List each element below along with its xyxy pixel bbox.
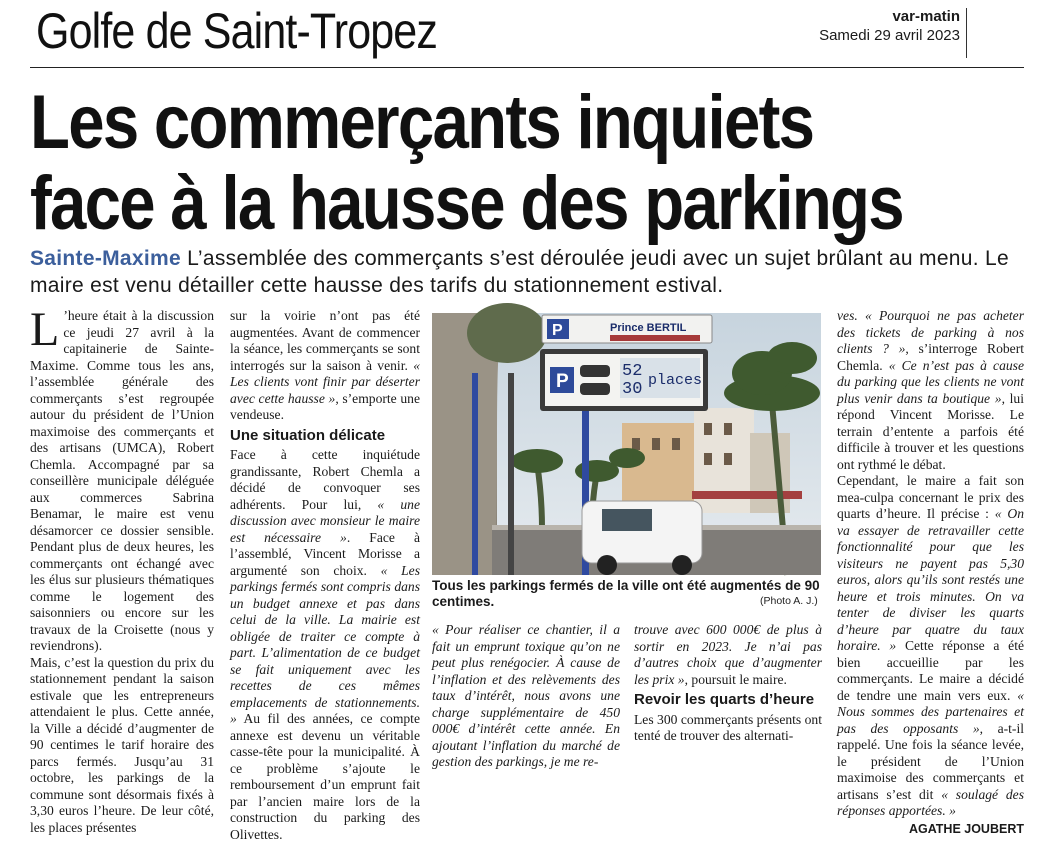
sign-top-text: Prince BERTIL: [610, 322, 687, 334]
column-4: [634, 622, 822, 754]
paragraph-text: , a-t-il rappelé. Une fois la séance levée, le président de l’Union maximoise des commerçants et artisans s’est dit: [837, 720, 1024, 802]
quote: trouve avec 600 000€ de plus à sortir en 2023. Je n’ai pas d’autres choix que d’augmenter les prix »: [634, 622, 822, 687]
sign-places: places: [648, 372, 703, 389]
kicker: Sainte-Maxime: [30, 247, 181, 270]
column-1: [30, 303, 214, 835]
sign-p-letter-2: P: [556, 371, 569, 392]
sign-p-letter: P: [552, 322, 563, 339]
column-right: [837, 308, 1025, 836]
section-title: Golfe de Saint-Tropez: [36, 3, 438, 59]
lede: [30, 245, 1020, 299]
paragraph-text: Au fil des années, ce compte annexe est devenu un véritable casse-tête pour la municipalité. À ce problème s’ajoute le remboursement d’un emprunt fait par l’ancien maire lors de la construction du parking des Olivettes.: [230, 711, 420, 842]
headline-line-1: Les commerçants inquiets: [30, 80, 814, 165]
headline: [30, 82, 903, 244]
paragraph-text: , s’emporte une vendeuse.: [230, 390, 420, 422]
header-divider: [966, 8, 967, 58]
sign-count-cars: 52: [622, 362, 643, 381]
paragraph-text: Face à cette inquiétude grandissante, Robert Chemla a décidé de convoquer ses adhérents. Pour lui,: [230, 447, 420, 512]
photo-credit: (Photo A. J.): [760, 595, 818, 607]
publication-info: [819, 8, 960, 44]
paragraph-text: , lui répond Vincent Morisse. Le terrain d’entente a parfois été difficile à trouver et les questions ont rythmé le débat.: [837, 390, 1024, 472]
paragraph: [634, 622, 822, 688]
quote: « Pour réaliser ce chantier, il a fait un emprunt toxique qu’on ne peut plus renégocier. À cause de l’inflation et des relèvements des taux d’intérêt, nous avons une charge supplémentaire de 450 000€ d’intérêt cette année. En ajoutant l’inflation du marché de gestion des parkings, je me re-: [432, 622, 620, 769]
headline-line-2: face à la hausse des parkings: [30, 161, 903, 246]
quote: « Les parkings fermés sont compris dans un budget annexe et pas dans celui de la ville. La mairie est obligée de traiter ce compte à part. L’alimentation de ce budget se fait uniquement avec les recettes de ces mêmes emplacements de stationnements. »: [230, 562, 420, 726]
article-photo: [432, 313, 821, 575]
paragraph: Mais, c’est la question du prix du stationnement pendant la saison estivale que les entrepreneurs attendaient le plus. Cette année, la Ville a décidé d’augmenter de 90 centimes le tarif horaire des parcs fermés. Jusqu’au 31 octobre, les parkings de la commune sont désormais fixés à 3,30 euros l’heure. De leur côté, les places présentes: [30, 654, 214, 835]
publication-name: var-matin: [892, 8, 960, 25]
quote: « Nous sommes des partenaires et pas des opposants »: [837, 687, 1024, 736]
paragraph: [837, 473, 1024, 820]
paragraph: [230, 447, 420, 843]
quote: ves. « Pourquoi ne pas acheter des tickets de parking à nos clients ? »: [837, 308, 1024, 356]
paragraph: [230, 308, 420, 424]
paragraph: [837, 308, 1024, 473]
paragraph-text: Cependant, le maire a fait son mea-culpa concernant le prix des quarts d’heure. Il précise :: [837, 473, 1024, 521]
subhead: Revoir les quarts d’heure: [634, 691, 815, 708]
paragraph-text: . Face à l’assemblé, Vincent Morisse a argumenté son choix.: [230, 529, 420, 578]
dropcap: L: [30, 303, 60, 356]
quote: « On va essayer de retravailler cette fonctionnalité pour que les visiteurs ne payent pas 5,30 euros, alors qu’ils sont restés une heure et trois minutes. On va tenter de diviser les quarts d’heure par quatre du taux horaire. »: [837, 506, 1024, 653]
byline: AGATHE JOUBERT: [908, 821, 1024, 836]
paragraph-text: , poursuit le maire.: [684, 671, 787, 687]
quote: « Ce n’est pas à cause du parking que les clients ne vont plus venir dans ta boutique »: [837, 357, 1024, 406]
publication-date: Samedi 29 avril 2023: [819, 27, 960, 44]
paragraph-text: ’heure était à la discussion ce jeudi 27 avril à la capitainerie de Sainte-Maxime. Comme tous les ans, l’assemblée générale des commerçants s’est regroupée autour du président de l’Union maximoise des commerçants et des artisans (UMCA), Robert Chemla. Accompagné par sa conseillère municipale déléguée aux commerces Sabrina Benamar, le maire est venu désamorcer ce dossier sensible. Pendant plus de deux heures, les commerçants ont échangé avec les élus sur plusieurs thématiques comme le logement des saisonniers ou encore sur les travaux de la Croisette (nous y reviendrons).: [30, 308, 214, 653]
column-2: [230, 308, 420, 842]
lede-text: L’assemblée des commerçants s’est déroulée jeudi avec un sujet brûlant au menu. Le maire est venu détailler cette hausse des tarifs du stationnement estival.: [30, 247, 1009, 297]
column-3: [432, 622, 620, 769]
quote: « soulagé des réponses apportées. »: [837, 786, 1024, 818]
subhead: Une situation délicate: [230, 426, 386, 444]
paragraph: [30, 303, 214, 655]
paragraph-text: sur la voirie n’ont pas été augmentées. Avant de commencer la séance, les commerçants se sont interrogés sur la saison à venir.: [230, 308, 420, 373]
paragraph: [432, 622, 620, 771]
quote: « une discussion avec monsieur le maire est nécessaire »: [230, 496, 420, 545]
paragraph-text: , s’interroge Robert Chemla.: [837, 341, 1024, 373]
photo-parking-street: [432, 313, 821, 575]
paragraph-text: Cette réponse a été bien accueillie par les commerçants. Le maire a décidé de tendre une main vers eux.: [837, 638, 1025, 703]
quote: « Les clients vont finir par déserter avec cette hausse »: [230, 357, 420, 406]
photo-caption: Tous les parkings fermés de la ville ont été augmentés de 90 centimes.: [432, 578, 820, 609]
paragraph: Les 300 commerçants présents ont tenté de trouver des alternati-: [634, 711, 822, 743]
sign-count-moto: 30: [622, 380, 643, 399]
header-rule: [30, 67, 1024, 68]
